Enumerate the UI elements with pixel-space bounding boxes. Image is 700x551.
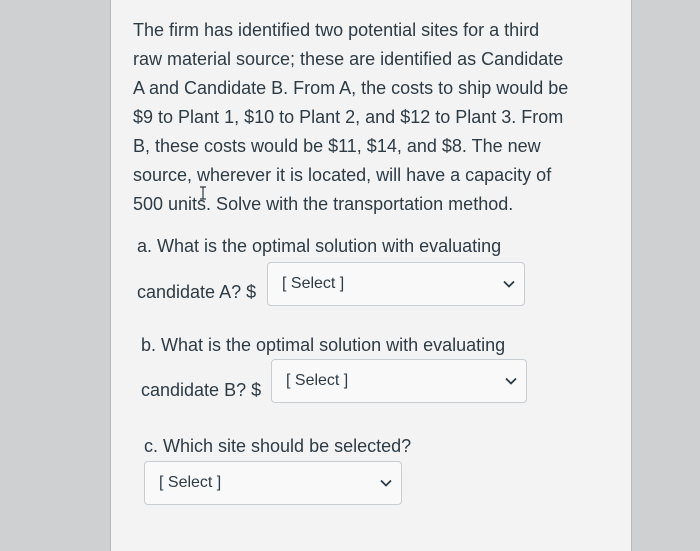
answer-b-select[interactable] bbox=[271, 359, 527, 403]
problem-line: A and Candidate B. From A, the costs to ship would be bbox=[133, 78, 569, 98]
question-c-text: c. Which site should be selected? bbox=[144, 436, 412, 456]
ibeam-cursor-icon bbox=[198, 186, 208, 200]
answer-c-select-value: [ Select ] bbox=[159, 474, 222, 491]
question-b-prompt: candidate B? $ bbox=[141, 380, 262, 400]
question-a-text: a. What is the optimal solution with evaluating bbox=[137, 236, 502, 256]
answer-c-select[interactable] bbox=[144, 461, 402, 505]
problem-line: 500 units. Solve with the transportation method. bbox=[133, 194, 514, 214]
answer-b-select-value: [ Select ] bbox=[286, 372, 349, 389]
question-a-prompt: candidate A? $ bbox=[137, 282, 257, 302]
chevron-down-icon bbox=[496, 377, 526, 385]
problem-line: The firm has identified two potential sites for a third bbox=[133, 20, 540, 40]
problem-line: B, these costs would be $11, $14, and $8. The new bbox=[133, 136, 541, 156]
chevron-down-icon bbox=[371, 479, 401, 487]
problem-line: $9 to Plant 1, $10 to Plant 2, and $12 to Plant 3. From bbox=[133, 107, 564, 127]
answer-a-select[interactable] bbox=[267, 262, 525, 306]
question-card bbox=[110, 0, 632, 551]
problem-line: source, wherever it is located, will have a capacity of bbox=[133, 165, 552, 185]
answer-a-select-value: [ Select ] bbox=[282, 275, 345, 292]
problem-line: raw material source; these are identified as Candidate bbox=[133, 49, 564, 69]
chevron-down-icon bbox=[494, 280, 524, 288]
question-b-text: b. What is the optimal solution with evaluating bbox=[141, 335, 506, 355]
